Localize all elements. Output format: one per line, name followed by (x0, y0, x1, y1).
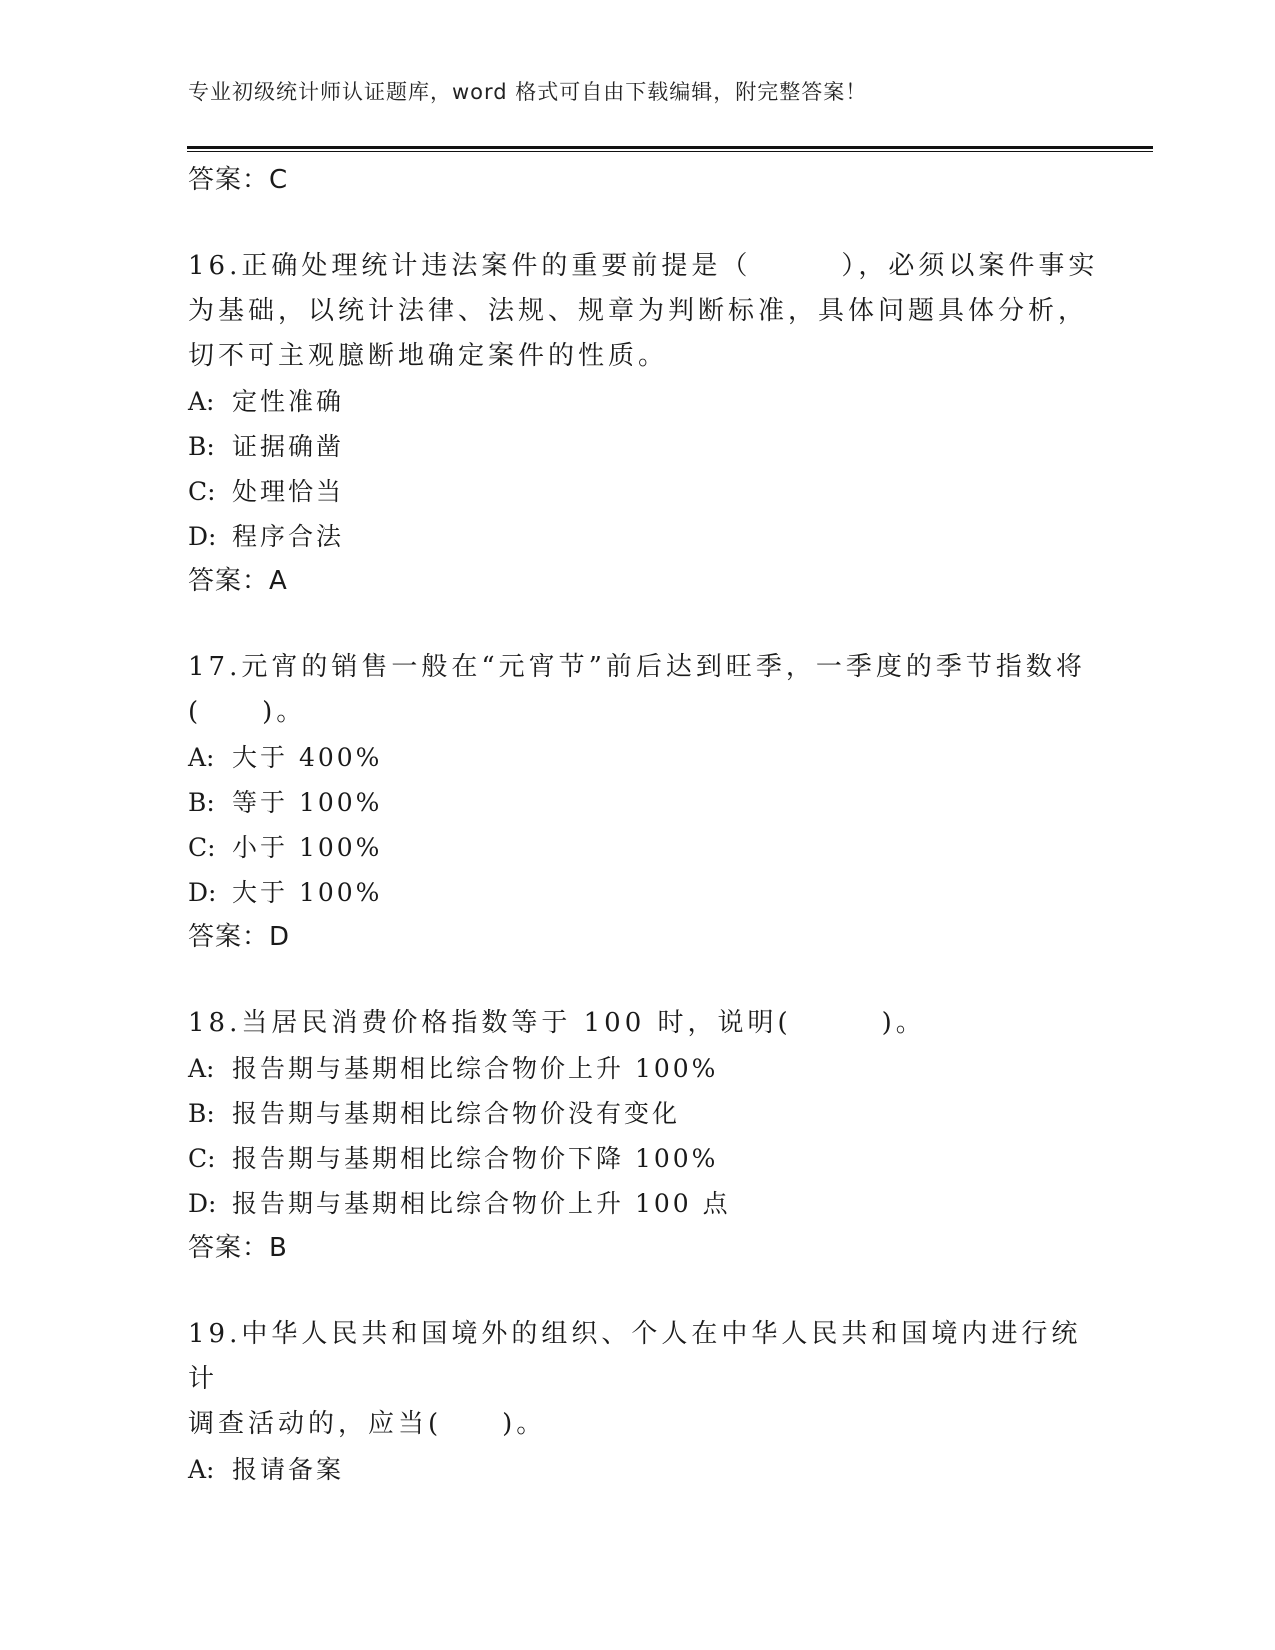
option-text: 报告期与基期相比综合物价上升 100% (232, 1054, 719, 1083)
option-text: 证据确凿 (232, 432, 345, 461)
option-text: 报请备案 (232, 1455, 345, 1484)
option-row (188, 870, 1108, 915)
option-text: 大于 400% (232, 743, 383, 772)
option-text: 报告期与基期相比综合物价没有变化 (232, 1099, 681, 1128)
header-rule-thin (187, 151, 1153, 152)
option-row (188, 1181, 1108, 1226)
option-row (188, 1091, 1108, 1136)
question-stem-line: 16.正确处理统计违法案件的重要前提是（ ），必须以案件事实 (188, 251, 1099, 281)
option-row (188, 780, 1108, 825)
option-row (188, 825, 1108, 870)
option-row (188, 1447, 1108, 1492)
option-row (188, 379, 1108, 424)
option-key: D: (188, 522, 217, 551)
previous-answer: 答案：C (188, 165, 289, 195)
question-stem-line: 调查活动的，应当( )。 (188, 1409, 547, 1439)
option-key: A: (188, 387, 215, 416)
option-key: A: (188, 743, 215, 772)
question-block (188, 244, 1108, 603)
question-stem-line: 切不可主观臆断地确定案件的性质。 (188, 341, 669, 371)
option-key: C: (188, 833, 216, 862)
questions-container (188, 244, 1108, 1492)
option-text: 定性准确 (232, 387, 345, 416)
answer-line: 答案：A (188, 566, 288, 596)
question-stem-line: 17.元宵的销售一般在“元宵节”前后达到旺季，一季度的季节指数将 (188, 652, 1086, 682)
option-key: C: (188, 477, 216, 506)
question-block (188, 645, 1108, 959)
question-stem-line: 19.中华人民共和国境外的组织、个人在中华人民共和国境内进行统计 (188, 1319, 1082, 1394)
question-block (188, 1312, 1108, 1492)
option-key: B: (188, 432, 215, 461)
option-text: 程序合法 (232, 522, 345, 551)
option-row (188, 735, 1108, 780)
option-row (188, 1046, 1108, 1091)
option-row (188, 514, 1108, 559)
option-row (188, 1136, 1108, 1181)
header-rule-thick (187, 146, 1153, 149)
option-text: 等于 100% (232, 788, 383, 817)
option-text: 报告期与基期相比综合物价上升 100 点 (232, 1189, 731, 1218)
answer-line: 答案：B (188, 1233, 288, 1263)
option-text: 报告期与基期相比综合物价下降 100% (232, 1144, 719, 1173)
question-stem-line: 为基础，以统计法律、法规、规章为判断标准，具体问题具体分析， (188, 296, 1089, 326)
option-row (188, 469, 1108, 514)
option-key: C: (188, 1144, 216, 1173)
option-key: A: (188, 1054, 215, 1083)
option-text: 处理恰当 (232, 477, 345, 506)
question-stem-line: 18.当居民消费价格指数等于 100 时，说明( )。 (188, 1008, 926, 1038)
option-key: A: (188, 1455, 215, 1484)
question-stem-line: ( )。 (188, 697, 307, 727)
answer-line: 答案：D (188, 922, 291, 952)
question-list (188, 158, 1108, 1492)
option-key: B: (188, 1099, 215, 1128)
option-text: 大于 100% (232, 878, 383, 907)
option-key: D: (188, 1189, 217, 1218)
option-key: D: (188, 878, 217, 907)
option-key: B: (188, 788, 215, 817)
option-text: 小于 100% (232, 833, 383, 862)
option-row (188, 424, 1108, 469)
header-note: 专业初级统计师认证题库，word 格式可自由下载编辑，附完整答案！ (188, 80, 868, 104)
question-block (188, 1001, 1108, 1270)
